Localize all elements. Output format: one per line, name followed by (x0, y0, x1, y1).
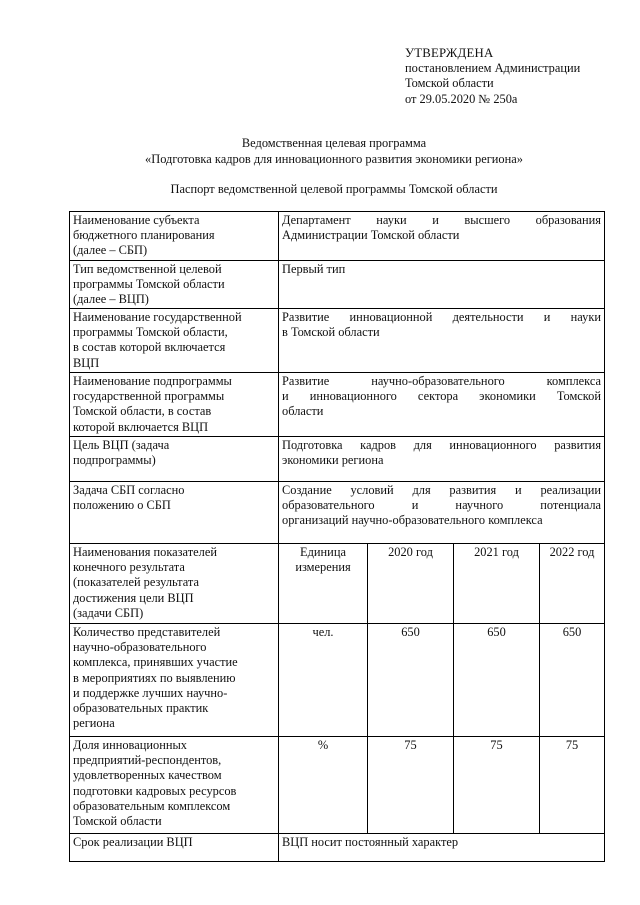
program-title-line-2: «Подготовка кадров для инновационного развития экономики региона» (145, 152, 523, 166)
approval-line-2: Томской области (405, 76, 494, 91)
indicator-2-value-2021: 75 (454, 737, 540, 834)
subprogram-label: Наименование подпрограммы государственной программы Томской области, в состав которой включается ВЦП (70, 373, 279, 437)
goal-label: Цель ВЦП (задача подпрограммы) (70, 437, 279, 482)
indicator-1-value-2020: 650 (368, 624, 454, 737)
passport-title: Паспорт ведомственной целевой программы Томской области (170, 182, 498, 196)
table-row-type (70, 261, 605, 309)
year-header-2022: 2022 год (540, 544, 605, 624)
approval-line-1: постановлением Администрации (405, 61, 581, 76)
year-header-2020: 2020 год (368, 544, 454, 624)
indicator-2-value-2020: 75 (368, 737, 454, 834)
table-row-indicator-2 (70, 737, 605, 834)
unit-header: Единица измерения (279, 544, 368, 624)
task-value: Создание условий для развития и реализации образовательного и научного потенциала организаций научно-образовательного комплекса (279, 482, 605, 544)
indicators-header-label: Наименования показателей конечного результата (показателей результата достижения цели ВЦП (задачи СБП) (70, 544, 279, 624)
indicator-2-value-2022: 75 (540, 737, 605, 834)
approval-line-3: от 29.05.2020 № 250а (405, 91, 518, 106)
indicator-1-value-2022: 650 (540, 624, 605, 737)
task-label: Задача СБП согласно положению о СБП (70, 482, 279, 544)
term-label: Срок реализации ВЦП (70, 834, 279, 862)
type-label: Тип ведомственной целевой программы Томской области (далее – ВЦП) (70, 261, 279, 309)
sbp-label: Наименование субъекта бюджетного планирования (далее – СБП) (70, 212, 279, 261)
table-row-indicator-1 (70, 624, 605, 737)
indicator-1-unit: чел. (279, 624, 368, 737)
type-value: Первый тип (279, 261, 605, 309)
table-row-state-program (70, 309, 605, 373)
subprogram-value: Развитие научно-образовательного комплекса и инновационного сектора экономики Томской области (279, 373, 605, 437)
year-header-2021: 2021 год (454, 544, 540, 624)
indicator-2-label: Доля инновационных предприятий-респондентов, удовлетворенных качеством подготовки кадровых ресурсов образовательным комплексом Томской области (70, 737, 279, 834)
table-row-subprogram (70, 373, 605, 437)
state-program-value: Развитие инновационной деятельности и науки в Томской области (279, 309, 605, 373)
indicator-1-label: Количество представителей научно-образовательного комплекса, принявших участие в мероприятиях по выявлению и поддержке лучших научно- образовательных практик региона (70, 624, 279, 737)
indicator-2-unit: % (279, 737, 368, 834)
goal-value: Подготовка кадров для инновационного развития экономики региона (279, 437, 605, 482)
table-row-sbp (70, 212, 605, 261)
approval-block (405, 46, 580, 107)
sbp-value: Департамент науки и высшего образования Администрации Томской области (279, 212, 605, 261)
term-value: ВЦП носит постоянный характер (279, 834, 605, 862)
table-row-indicators-header (70, 544, 605, 624)
indicator-1-value-2021: 650 (454, 624, 540, 737)
program-title-line-1: Ведомственная целевая программа (241, 136, 427, 150)
table-row-goal (70, 437, 605, 482)
table-row-task (70, 482, 605, 544)
table-row-term (70, 834, 605, 862)
passport-table (69, 211, 605, 862)
approval-title: УТВЕРЖДЕНА (405, 46, 494, 60)
state-program-label: Наименование государственной программы Томской области, в состав которой включается ВЦП (70, 309, 279, 373)
